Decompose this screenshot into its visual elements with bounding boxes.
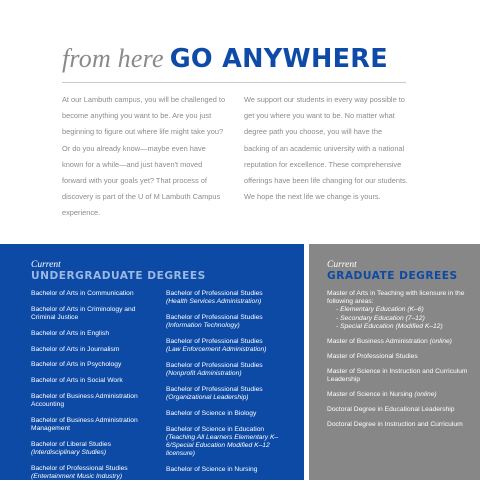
- licensure-area: - Secondary Education (7–12): [336, 314, 425, 322]
- degree-subtitle: (Organizational Leadership): [166, 394, 249, 402]
- degree-title: Master of Science in Nursing: [327, 391, 413, 399]
- degree-subtitle: (Law Enforcement Administration): [166, 346, 267, 354]
- degree-item: [327, 421, 473, 429]
- degree-title: Bachelor of Science in Nursing: [166, 466, 258, 474]
- degree-item: [31, 377, 157, 385]
- undergraduate-heading: UNDERGRADUATE DEGREES: [31, 270, 206, 282]
- degree-title: Doctoral Degree in Instruction and Curriculum: [327, 421, 463, 429]
- degree-item: [166, 482, 292, 490]
- degree-subtitle: (Nonprofit Administration): [166, 370, 242, 378]
- degree-item: [327, 368, 473, 384]
- degree-subtitle: (Teaching All Learners Elementary K–6/Special Education Modified K–12 licensure): [166, 434, 279, 458]
- degree-item: [327, 353, 473, 361]
- graduate-heading: GRADUATE DEGREES: [327, 270, 458, 282]
- graduate-degrees-panel: [309, 244, 480, 480]
- degree-item: [31, 417, 157, 433]
- degree-item: [166, 466, 292, 474]
- degree-title: RN to BSN: [166, 482, 199, 489]
- degree-item: [166, 386, 292, 402]
- degree-item-mat: [327, 290, 473, 331]
- intro-paragraph-left: At our Lambuth campus, you will be challenged to become anything you want to be. Are you just beginning to figure out where life might take you? Or do you already know—maybe even have known for a while—and just haven't moved forward with your goals yet? That process of discovery is part of the U of M Lambuth Campus experience.: [62, 95, 226, 218]
- degree-title: Bachelor of Professional Studies: [166, 290, 263, 297]
- degree-title: Bachelor of Arts in English: [31, 329, 110, 337]
- hero-script-text: from here: [62, 44, 164, 73]
- degree-item: [31, 465, 157, 481]
- degree-title: Bachelor of Liberal Studies: [31, 440, 111, 448]
- undergraduate-column-1: [31, 290, 157, 489]
- intro-paragraph-right: We support our students in every way possible to get you where you want to be. No matter what degree path you choose, you will have the backing of an academic university with a national reputation for excellence. These comprehensive offerings have been life changing for our students. We hope the next life we change is yours.: [244, 95, 408, 202]
- degree-subtitle: (online): [429, 337, 452, 345]
- degree-title: Master of Business Administration: [327, 337, 428, 345]
- undergraduate-degrees-panel: [0, 244, 304, 489]
- degree-title: Bachelor of Arts in Criminology and Criminal Justice: [31, 305, 136, 321]
- undergraduate-column-2: [166, 290, 292, 498]
- degree-title: Master of Arts in Teaching with licensure in the following areas:: [327, 290, 465, 306]
- degree-title: Bachelor of Professional Studies: [166, 386, 263, 393]
- degree-title: Master of Science in Instruction and Curriculum Leadership: [327, 367, 468, 384]
- degree-item: [166, 338, 292, 354]
- degree-title: Bachelor of Professional Studies: [166, 338, 263, 345]
- degree-title: Bachelor of Science in Education: [166, 425, 265, 433]
- degree-title: Bachelor of Professional Studies: [166, 362, 263, 369]
- degree-title: Bachelor of Arts in Psychology: [31, 361, 122, 369]
- degree-item: [166, 362, 292, 378]
- undergraduate-kicker: Current: [31, 260, 61, 270]
- licensure-area: - Elementary Education (K–6): [336, 306, 424, 314]
- hero-title: [62, 44, 406, 74]
- degree-item: [327, 391, 473, 399]
- degree-title: Bachelor of Business Administration Accounting: [31, 392, 138, 409]
- degree-subtitle: (Entertainment Music Industry): [31, 473, 123, 481]
- degree-subtitle: (Information Technology): [166, 322, 240, 330]
- degree-subtitle: (online): [414, 391, 437, 399]
- graduate-degree-list: [327, 338, 473, 429]
- degree-title: Bachelor of Arts in Communication: [31, 290, 134, 297]
- degree-title: Bachelor of Professional Studies: [31, 464, 128, 472]
- degree-item: [166, 410, 292, 418]
- degree-item: [31, 346, 157, 354]
- hero-divider: [62, 82, 406, 83]
- degree-title: Master of Professional Studies: [327, 352, 418, 360]
- graduate-kicker: Current: [327, 260, 357, 270]
- degree-title: Bachelor of Arts in Journalism: [31, 345, 120, 353]
- degree-title: Doctoral Degree in Educational Leadership: [327, 406, 455, 414]
- degree-item: [31, 330, 157, 338]
- degree-item: [31, 441, 157, 457]
- degree-title: Bachelor of Business Administration Management: [31, 416, 138, 433]
- degree-subtitle: (Interdisciplinary Studies): [31, 449, 107, 457]
- degree-item: [31, 306, 157, 322]
- degree-item: [31, 290, 157, 298]
- degree-item: [166, 290, 292, 306]
- degree-subtitle: (Health Services Administration): [166, 298, 262, 306]
- degree-item: [327, 406, 473, 414]
- hero-bold-text: GO ANYWHERE: [169, 44, 388, 74]
- degree-title: Bachelor of Science in Biology: [166, 410, 257, 417]
- graduate-column: [327, 290, 473, 436]
- degree-item: [327, 338, 473, 346]
- degree-title: Bachelor of Arts in Social Work: [31, 377, 123, 385]
- degree-item: [31, 393, 157, 409]
- degree-item: [31, 361, 157, 369]
- degree-title: Bachelor of Professional Studies: [166, 314, 263, 321]
- degree-item: [166, 426, 292, 459]
- licensure-area: - Special Education (Modified K–12): [336, 322, 443, 330]
- degree-item: [166, 314, 292, 330]
